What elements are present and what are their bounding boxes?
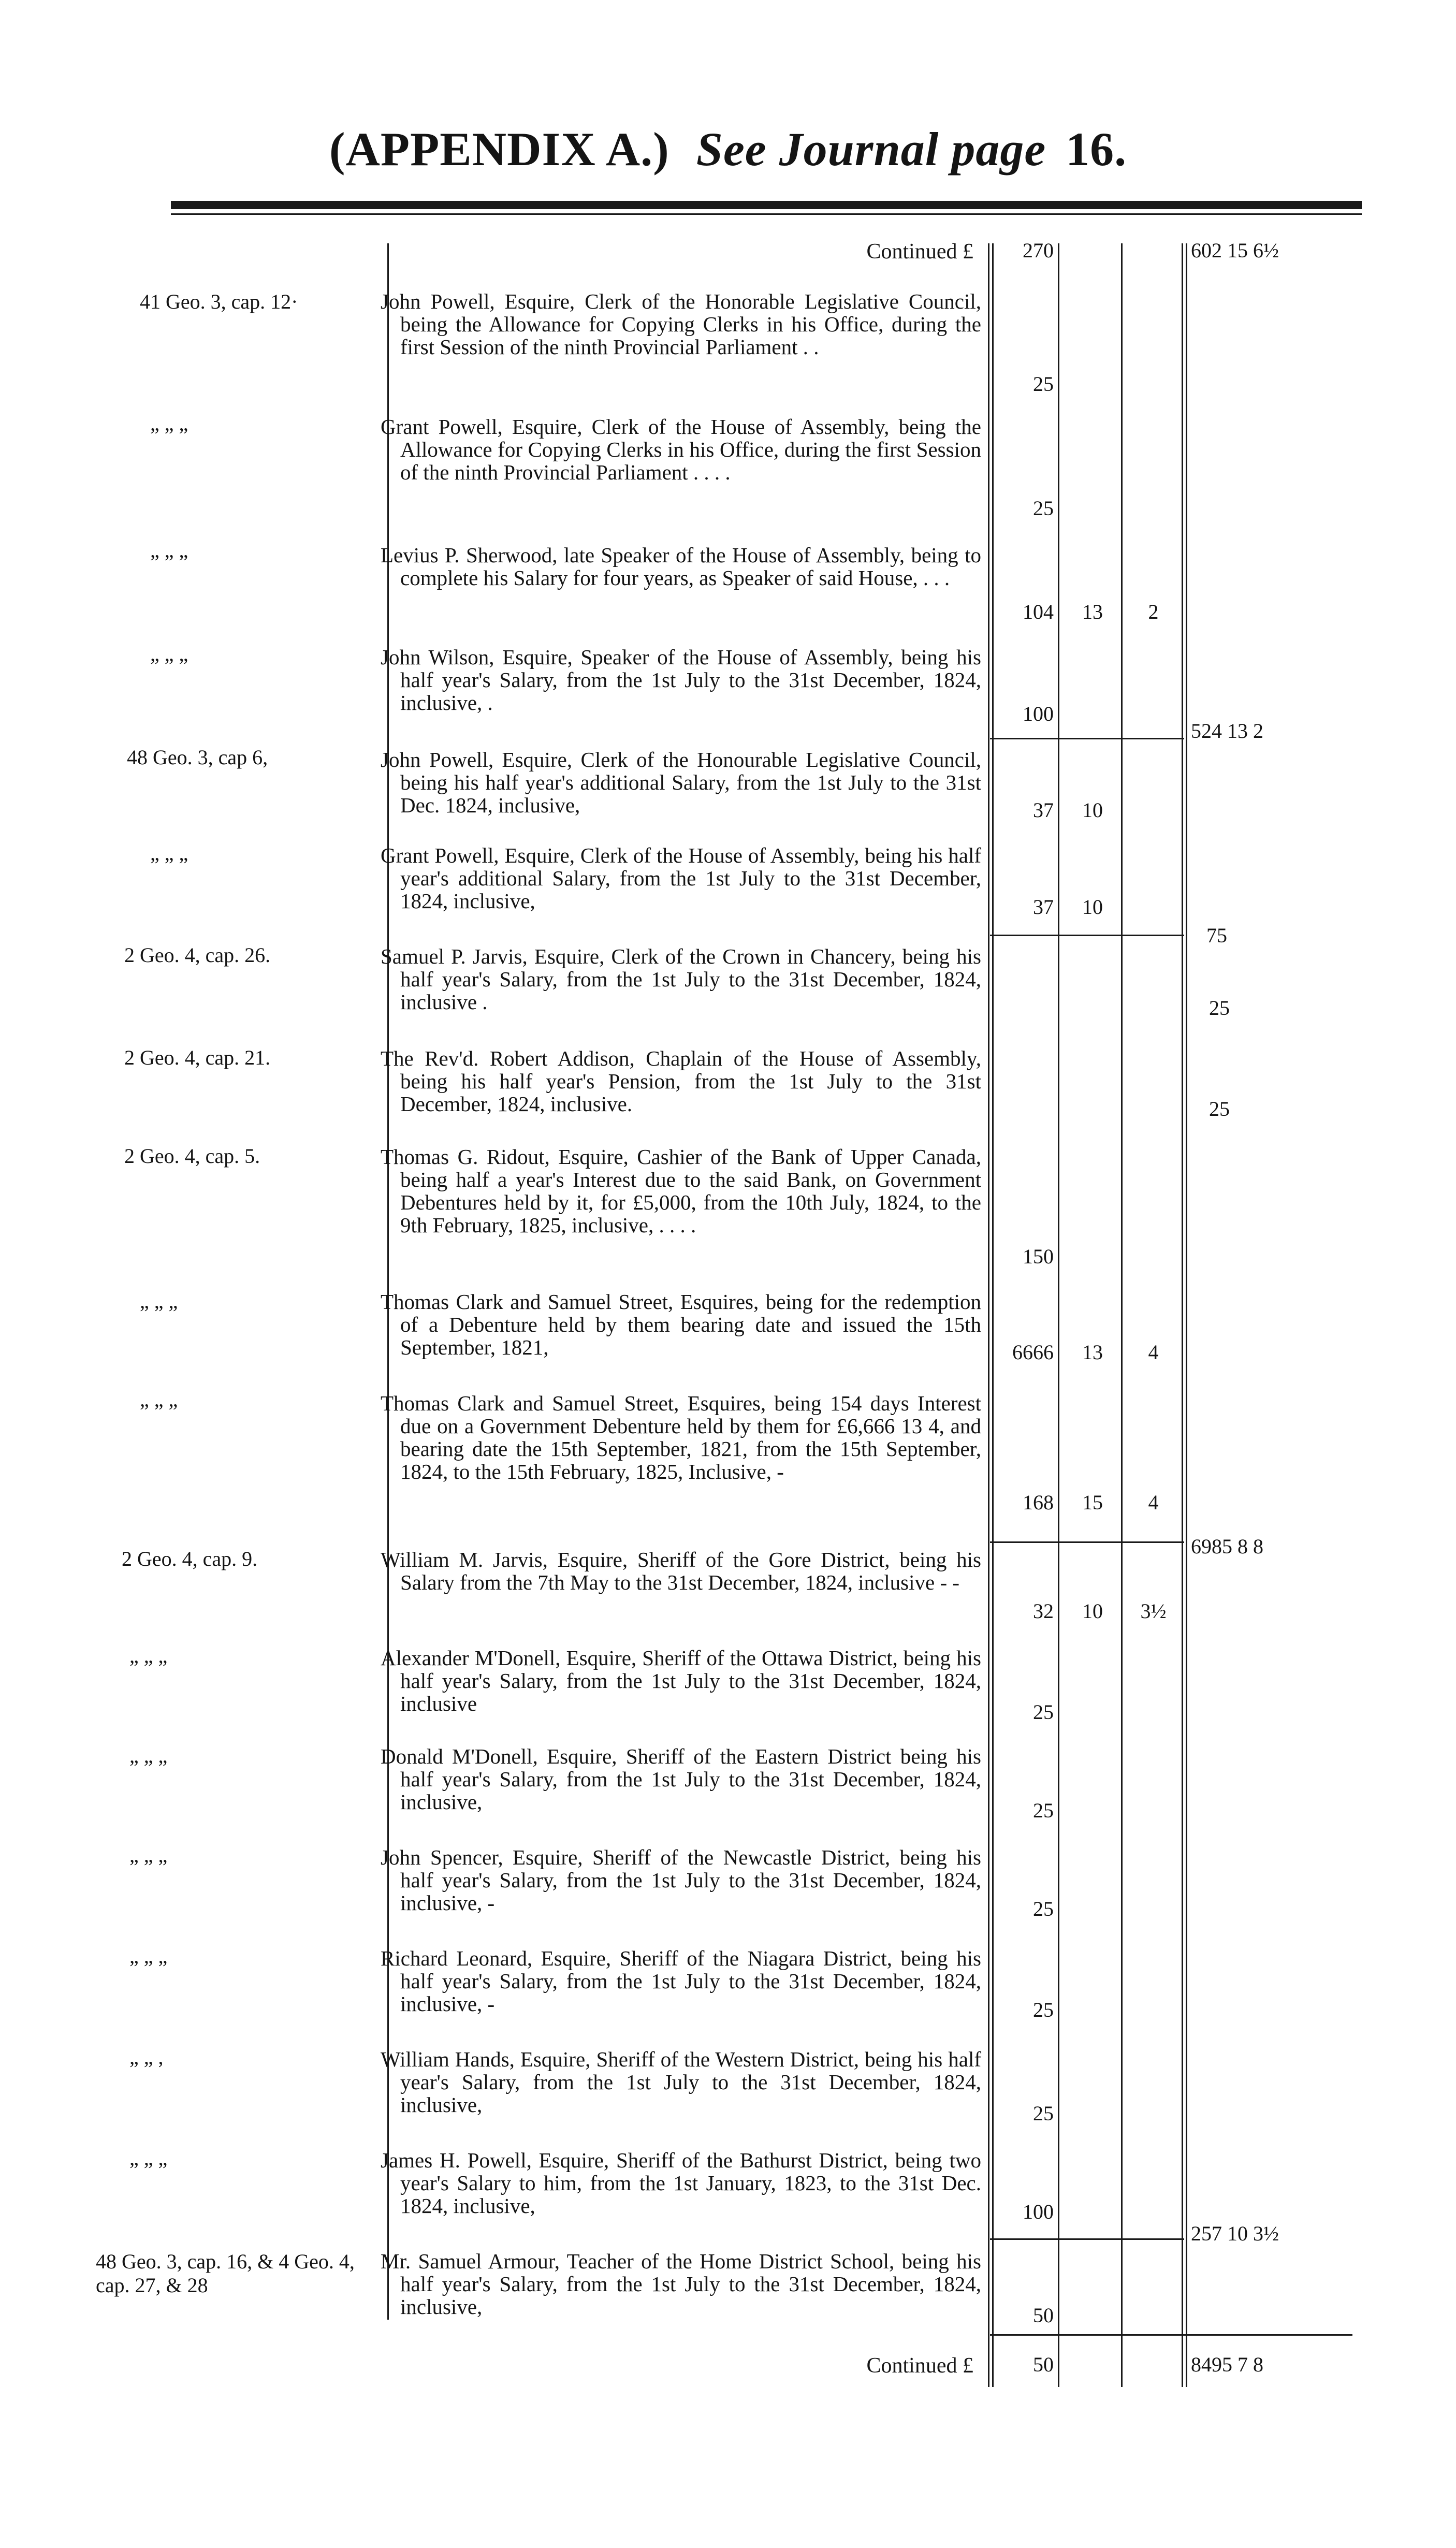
entry-text: Richard Leonard, Esquire, Sheriff of the Niagara District, being his half year's Salary, from the 1st July to the 31st December, 1824, inclusive, - [381, 1946, 981, 2016]
statute-citation: 41 Geo. 3, cap. 12· [140, 290, 298, 313]
statute-citation: „ „ „ [150, 412, 188, 435]
section-subtotal: 524 13 2 [1191, 719, 1263, 742]
sum-rule [990, 935, 1184, 936]
entry-text: John Powell, Esquire, Clerk of the Honourable Legislative Council, being his half year's additional Salary, from the 1st July to the 31st Dec. 1824, inclusive, [381, 748, 981, 817]
statute-citation: „ „ „ [140, 1388, 178, 1411]
entry-text: Grant Powell, Esquire, Clerk of the House of Assembly, being his half year's additional Salary, from the 1st July to the 31st December, 1824, inclusive, [381, 843, 981, 913]
ledger-entry [381, 646, 981, 714]
entry-shillings: 10 [1082, 798, 1103, 822]
ledger-entry [381, 290, 981, 358]
entry-pounds: 25 [1033, 372, 1054, 396]
section-subtotal: 25 [1209, 996, 1230, 1020]
pence-column-rule [1182, 243, 1183, 2387]
entry-text: Thomas Clark and Samuel Street, Esquires, being for the redemption of a Debenture held by them bearing date and issued the 15th September, 1821, [381, 1290, 981, 1359]
section-subtotal: 25 [1209, 1097, 1230, 1120]
statute-citation: 2 Geo. 4, cap. 5. [124, 1144, 260, 1168]
shillings-column-rule [1121, 243, 1123, 2387]
entry-pounds: 150 [1023, 1245, 1054, 1268]
entry-text: Grant Powell, Esquire, Clerk of the House of Assembly, being the Allowance for Copying Clerks in his Office, during the first Session of the ninth Provincial Parliament . . . . [381, 415, 981, 484]
entry-text: William Hands, Esquire, Sheriff of the Western District, being his half year's Salary, from the 1st July to the 31st December, 1824, inclusive, [381, 2047, 981, 2117]
entry-shillings: 15 [1082, 1491, 1103, 1514]
entry-text: Donald M'Donell, Esquire, Sheriff of the Eastern District being his half year's Salary, from the 1st July to the 31st December, 1824, inclusive, [381, 1744, 981, 1814]
entry-pounds: 168 [1023, 1491, 1054, 1514]
sum-rule [990, 738, 1184, 739]
statute-citation: 2 Geo. 4, cap. 9. [122, 1547, 258, 1570]
entry-pounds: 50 [1033, 2304, 1054, 2327]
ledger-entry [381, 1047, 981, 1115]
entry-pounds: 25 [1033, 1799, 1054, 1822]
subtotal-column-rule [1186, 243, 1187, 2387]
statute-citation: „ „ „ [129, 1843, 168, 1867]
entry-text: Alexander M'Donell, Esquire, Sheriff of the Ottawa District, being his half year's Salary, from the 1st July to the 31st December, 1824, inclusive [381, 1646, 981, 1715]
ledger-entry [381, 1947, 981, 2015]
entry-pence: 2 [1148, 600, 1159, 623]
total-rule [990, 2334, 1352, 2336]
statute-citation: „ „ „ [129, 1644, 168, 1667]
journal-reference: See Journal page [696, 123, 1046, 176]
entry-pounds: 100 [1023, 702, 1054, 725]
ledger-entry [381, 1647, 981, 1715]
statute-citation: 48 Geo. 3, cap 6, [127, 746, 268, 769]
statute-citation: 2 Geo. 4, cap. 26. [124, 943, 271, 967]
entry-pounds: 25 [1033, 1897, 1054, 1920]
sum-rule [990, 1541, 1184, 1543]
header-rule [171, 201, 1362, 209]
statute-citation: „ „ „ [150, 841, 188, 865]
continued-label-top: Continued £ [866, 240, 973, 264]
continued-label-bottom: Continued £ [866, 2354, 973, 2378]
continued-pounds-top: 270 [1023, 239, 1054, 262]
ledger-entry [381, 844, 981, 912]
ledger-entry [381, 748, 981, 817]
statute-citation: „ „ „ [129, 2146, 168, 2170]
ledger-entry [381, 2048, 981, 2116]
section-subtotal: 257 10 3½ [1191, 2222, 1279, 2245]
appendix-label: (APPENDIX A.) [329, 123, 669, 176]
entry-pence: 3½ [1140, 1599, 1167, 1623]
entry-pounds: 104 [1023, 600, 1054, 623]
ledger-entry [381, 945, 981, 1013]
entry-text: William M. Jarvis, Esquire, Sheriff of the Gore District, being his Salary from the 7th May to the 31st December, 1824, inclusive - - [381, 1548, 981, 1594]
entry-text: Thomas Clark and Samuel Street, Esquires, being 154 days Interest due on a Government Debenture held by them for £6,666 13 4, and bearing date the 15th September, 1821, from the 15th September, 1824, to the 15th February, 1825, Inclusive, - [381, 1391, 981, 1483]
pounds-column-rule-right [1058, 243, 1059, 2387]
statute-citation: „ „ „ [150, 538, 188, 562]
entry-text: James H. Powell, Esquire, Sheriff of the Bathurst District, being two year's Salary to him, from the 1st January, 1823, to the 31st Dec. 1824, inclusive, [381, 2148, 981, 2218]
page-title [0, 122, 1456, 177]
statute-citation: „ „ „ [150, 642, 188, 665]
ledger-entry [381, 2250, 981, 2318]
ledger-entry [381, 2149, 981, 2217]
statute-citation: „ „ , [129, 2045, 164, 2069]
entry-pounds: 25 [1033, 1998, 1054, 2021]
entry-pounds: 25 [1033, 1700, 1054, 1724]
entry-text: John Spencer, Esquire, Sheriff of the Newcastle District, being his half year's Salary, from the 1st July to the 31st December, 1824, inclusive, - [381, 1845, 981, 1915]
ledger-entry [381, 1290, 981, 1359]
ledger-entry [381, 1145, 981, 1236]
entry-text: John Powell, Esquire, Clerk of the Honorable Legislative Council, being the Allowance for Copying Clerks in his Office, during the first Session of the ninth Provincial Parliament . . [381, 289, 981, 359]
entry-text: The Rev'd. Robert Addison, Chaplain of the House of Assembly, being his half year's Pension, from the 1st July to the 31st December, 1824, inclusive. [381, 1046, 981, 1116]
continued-pounds-bottom: 50 [1033, 2353, 1054, 2376]
continued-total-bottom: 8495 7 8 [1191, 2353, 1263, 2376]
entry-pounds: 25 [1033, 497, 1054, 520]
ledger-entry [381, 1846, 981, 1914]
entry-shillings: 13 [1082, 1341, 1103, 1364]
ledger-entry [381, 1548, 981, 1594]
journal-page-number: 16. [1066, 123, 1127, 176]
ledger-entry [381, 415, 981, 484]
entry-pence: 4 [1148, 1491, 1159, 1514]
section-subtotal: 75 [1206, 924, 1227, 947]
pounds-column-rule-left [988, 243, 989, 2387]
header-rule-thin [171, 213, 1362, 215]
entry-shillings: 13 [1082, 600, 1103, 623]
statute-citation: „ „ „ [129, 1944, 168, 1968]
entry-pounds: 32 [1033, 1599, 1054, 1623]
entry-shillings: 10 [1082, 1599, 1103, 1623]
entry-text: Mr. Samuel Armour, Teacher of the Home District School, being his half year's Salary, from the 1st July to the 31st December, 1824, inclusive, [381, 2249, 981, 2319]
statute-citation: „ „ „ [140, 1289, 178, 1313]
entry-pounds: 25 [1033, 2102, 1054, 2125]
entry-text: Thomas G. Ridout, Esquire, Cashier of the Bank of Upper Canada, being half a year's Interest due to the said Bank, on Government Debentures held by it, for £5,000, from the 10th July, 1824, to the 9th February, 1825, inclusive, . . . . [381, 1145, 981, 1237]
entry-pounds: 37 [1033, 895, 1054, 919]
statute-citation: „ „ „ [129, 1744, 168, 1767]
entry-shillings: 10 [1082, 895, 1103, 919]
entry-text: Levius P. Sherwood, late Speaker of the House of Assembly, being to complete his Salary for four years, as Speaker of said House, . . . [381, 543, 981, 590]
entry-text: Samuel P. Jarvis, Esquire, Clerk of the Crown in Chancery, being his half year's Salary, from the 1st July to the 31st December, 1824, inclusive . [381, 944, 981, 1014]
sum-rule [990, 2238, 1184, 2240]
entry-pounds: 6666 [1012, 1341, 1054, 1364]
pounds-column-rule-left-2 [992, 243, 994, 2387]
entry-pounds: 37 [1033, 798, 1054, 822]
continued-subtotal-top: 602 15 6½ [1191, 239, 1279, 262]
entry-pence: 4 [1148, 1341, 1159, 1364]
entry-pounds: 100 [1023, 2200, 1054, 2223]
statute-citation: 48 Geo. 3, cap. 16, & 4 Geo. 4, cap. 27, & 28 [96, 2250, 355, 2297]
section-subtotal: 6985 8 8 [1191, 1535, 1263, 1558]
statute-citation: 2 Geo. 4, cap. 21. [124, 1046, 271, 1069]
ledger-entry [381, 1745, 981, 1813]
ledger-entry [381, 1392, 981, 1483]
entry-text: John Wilson, Esquire, Speaker of the House of Assembly, being his half year's Salary, from the 1st July to the 31st December, 1824, inclusive, . [381, 645, 981, 715]
ledger-entry [381, 544, 981, 589]
